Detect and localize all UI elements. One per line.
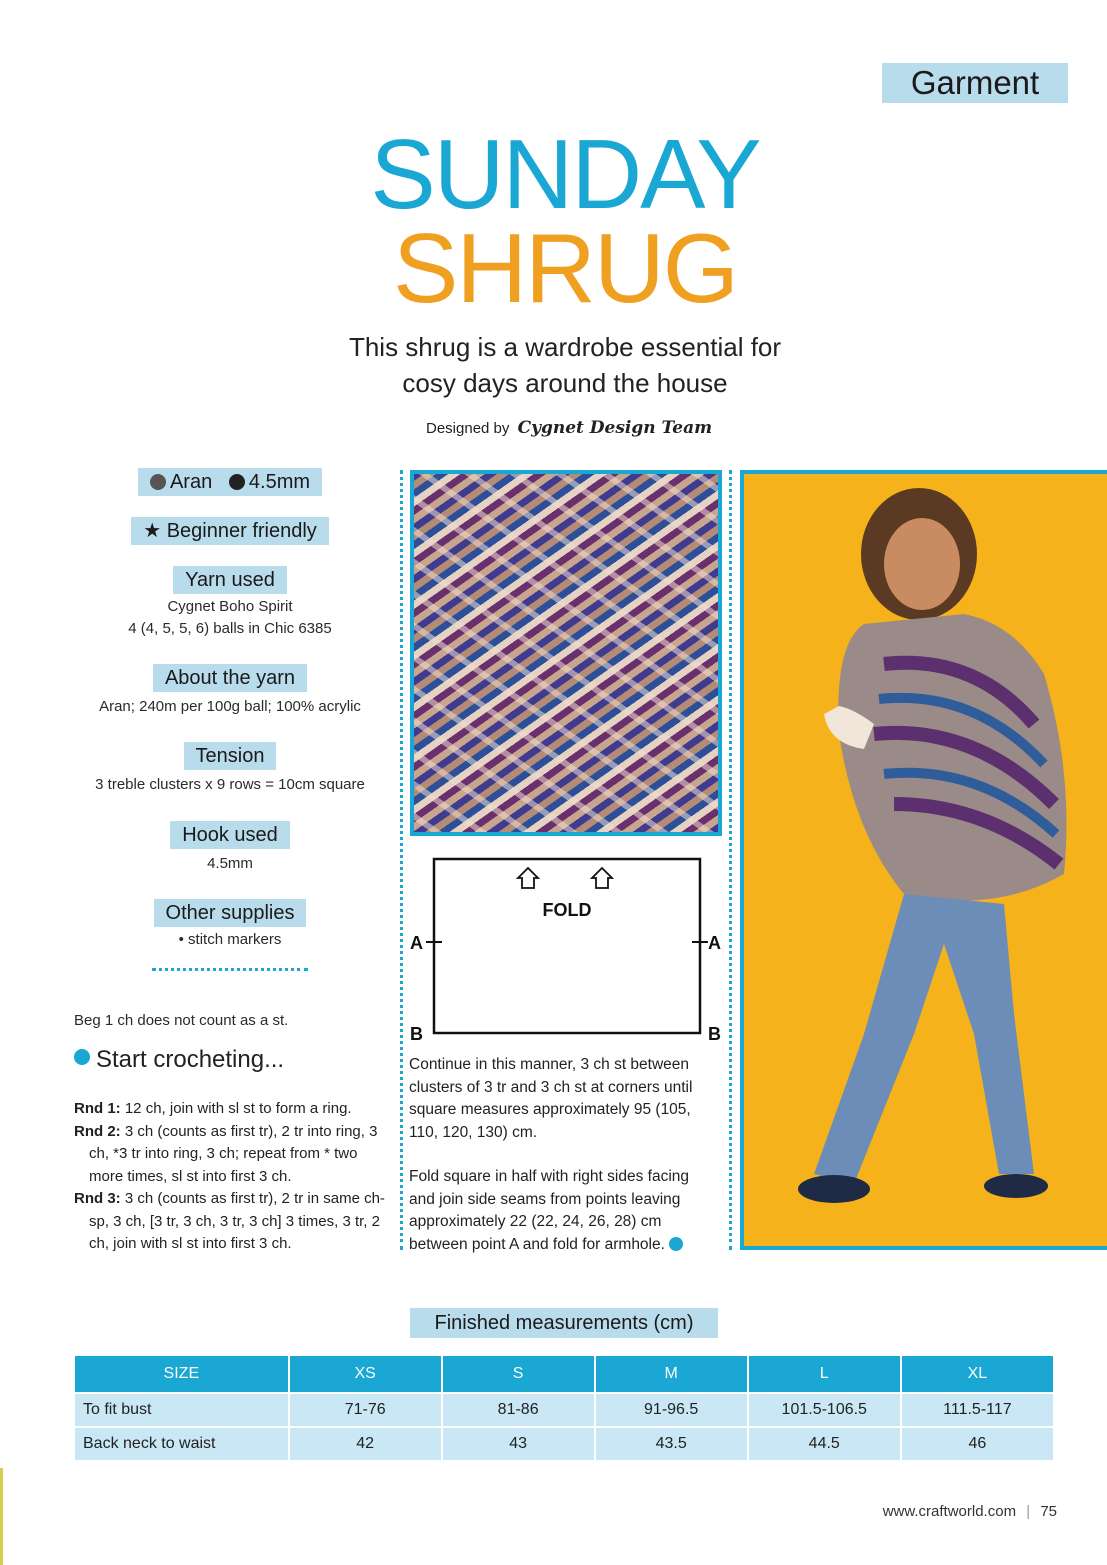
about-yarn-text: Aran; 240m per 100g ball; 100% acrylic bbox=[99, 698, 361, 715]
tension-section bbox=[58, 742, 402, 796]
marker-a-left: A bbox=[410, 933, 423, 953]
yarn-used-section bbox=[58, 566, 402, 640]
table-cell: 46 bbox=[902, 1426, 1053, 1460]
level-text: Beginner friendly bbox=[166, 520, 317, 542]
supplies-heading: Other supplies bbox=[154, 899, 307, 927]
column-header: SIZE bbox=[75, 1356, 288, 1392]
table-cell: 42 bbox=[290, 1426, 441, 1460]
round-text: 3 ch (counts as first tr), 2 tr in same ch-sp, 3 ch, [3 tr, 3 ch, 3 tr, 3 ch] 3 times, 3 tr, 2 ch, join with sl st into first 3 ch. bbox=[89, 1190, 385, 1252]
section-tag: Garment bbox=[882, 63, 1068, 103]
column-header: XL bbox=[902, 1356, 1053, 1392]
column-header: S bbox=[443, 1356, 594, 1392]
model-illustration bbox=[744, 474, 1107, 1250]
round-text: 3 ch (counts as first tr), 2 tr into ring, 3 ch, *3 tr into ring, 3 ch; repeat from * two more times, sl st into first 3 ch. bbox=[89, 1122, 378, 1185]
table-cell: To fit bust bbox=[75, 1392, 288, 1426]
column-header: XS bbox=[290, 1356, 441, 1392]
table-cell: 101.5-106.5 bbox=[749, 1392, 900, 1426]
yarn-ball-icon bbox=[150, 474, 166, 490]
page-number: 75 bbox=[1040, 1503, 1057, 1520]
table-cell: 43.5 bbox=[596, 1426, 747, 1460]
yarn-used-line-1: Cygnet Boho Spirit bbox=[167, 598, 293, 615]
table-cell: 81-86 bbox=[443, 1392, 594, 1426]
column-header: M bbox=[596, 1356, 747, 1392]
measurements-table-wrap bbox=[73, 1356, 1055, 1460]
fold-text-wrap bbox=[409, 1166, 719, 1256]
diagram-square bbox=[434, 859, 700, 1033]
yarn-weight: Aran bbox=[169, 471, 213, 493]
level-tag bbox=[131, 517, 329, 545]
hook-icon bbox=[229, 474, 245, 490]
marker-b-left: B bbox=[410, 1024, 423, 1044]
edge-accent bbox=[0, 1468, 3, 1565]
hook-text: 4.5mm bbox=[207, 855, 253, 872]
round-2 bbox=[74, 1121, 394, 1189]
subtitle bbox=[260, 329, 870, 401]
designed-by-label: Designed by bbox=[426, 420, 510, 437]
footer bbox=[883, 1503, 1057, 1520]
level-tag-wrap bbox=[58, 517, 402, 545]
supplies-text: • stitch markers bbox=[178, 931, 282, 948]
end-yarn-ball-icon bbox=[669, 1237, 683, 1251]
round-label: Rnd 1: bbox=[74, 1100, 121, 1117]
weight-hook-tag bbox=[138, 468, 322, 496]
table-cell: 111.5-117 bbox=[902, 1392, 1053, 1426]
table-cell: 71-76 bbox=[290, 1392, 441, 1426]
continue-text: Continue in this manner, 3 ch st between clusters of 3 tr and 3 ch st at corners until square measures approximately 95 (105, 110, 120, 130) cm. bbox=[409, 1056, 693, 1141]
title-line-1: SUNDAY bbox=[370, 119, 760, 229]
rounds-list bbox=[74, 1098, 394, 1256]
crochet-closeup-image bbox=[410, 470, 722, 836]
subtitle-line-1: This shrug is a wardrobe essential for bbox=[348, 332, 782, 362]
marker-a-right: A bbox=[708, 933, 721, 953]
start-heading-wrap bbox=[74, 1046, 284, 1074]
fold-diagram bbox=[404, 850, 730, 1050]
yarn-used-line-2: 4 (4, 5, 5, 6) balls in Chic 6385 bbox=[128, 620, 332, 637]
model-photo bbox=[740, 470, 1107, 1250]
round-3 bbox=[74, 1188, 394, 1256]
tension-heading: Tension bbox=[184, 742, 277, 770]
marker-b-right: B bbox=[708, 1024, 721, 1044]
dotted-divider bbox=[152, 968, 308, 971]
measurements-heading: Finished measurements (cm) bbox=[410, 1308, 718, 1338]
star-icon: ★ bbox=[143, 520, 167, 542]
column-divider-left bbox=[400, 470, 403, 1250]
up-arrow-icon bbox=[518, 868, 538, 888]
fold-text: Fold square in half with right sides facing and join side seams from points leaving approximately 22 (22, 24, 26, 28) cm between point A and fold for armhole. bbox=[409, 1168, 690, 1253]
round-text: 12 ch, join with sl st to form a ring. bbox=[124, 1100, 352, 1117]
note-text: Beg 1 ch does not count as a st. bbox=[74, 1012, 289, 1029]
hook-heading: Hook used bbox=[170, 821, 290, 849]
table-cell: 44.5 bbox=[749, 1426, 900, 1460]
subtitle-line-2: cosy days around the house bbox=[402, 368, 728, 398]
table-cell: Back neck to waist bbox=[75, 1426, 288, 1460]
up-arrow-icon bbox=[592, 868, 612, 888]
table-cell: 43 bbox=[443, 1426, 594, 1460]
table-header-row bbox=[75, 1356, 1053, 1392]
yarn-info-tags bbox=[58, 468, 402, 496]
hook-section bbox=[58, 821, 402, 875]
footer-separator: | bbox=[1026, 1503, 1031, 1520]
about-yarn-heading: About the yarn bbox=[153, 664, 307, 692]
hook-size: 4.5mm bbox=[248, 471, 311, 493]
tension-text: 3 treble clusters x 9 rows = 10cm square bbox=[95, 776, 365, 793]
table-row bbox=[75, 1426, 1053, 1460]
round-label: Rnd 3: bbox=[74, 1190, 121, 1207]
round-1 bbox=[74, 1098, 394, 1121]
table-row bbox=[75, 1392, 1053, 1426]
supplies-section bbox=[58, 899, 402, 951]
start-heading: Start crocheting... bbox=[96, 1046, 285, 1073]
yarn-ball-icon bbox=[74, 1049, 90, 1065]
footer-url[interactable]: www.craftworld.com bbox=[882, 1503, 1017, 1520]
fold-label: FOLD bbox=[542, 900, 592, 920]
about-yarn-section bbox=[58, 664, 402, 718]
round-label: Rnd 2: bbox=[74, 1122, 121, 1140]
designer-name: Cygnet Design Team bbox=[517, 418, 713, 438]
yarn-used-heading: Yarn used bbox=[173, 566, 287, 594]
title-line-2: SHRUG bbox=[393, 213, 737, 323]
designer-credit bbox=[426, 418, 726, 438]
column-header: L bbox=[749, 1356, 900, 1392]
measurements-table bbox=[73, 1356, 1055, 1460]
table-cell: 91-96.5 bbox=[596, 1392, 747, 1426]
